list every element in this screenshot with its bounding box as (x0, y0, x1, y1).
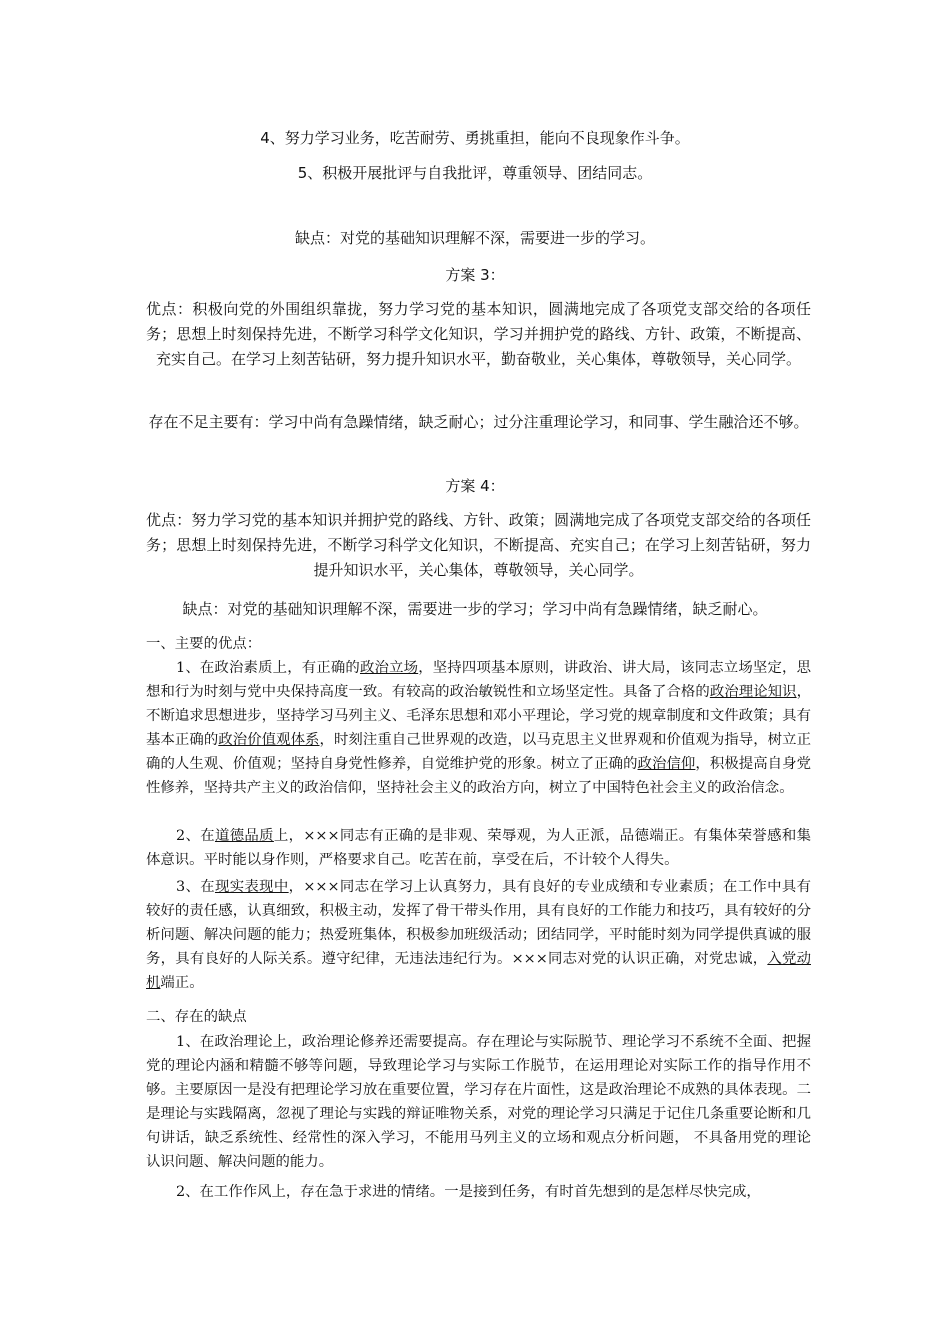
plan-shortcoming: 缺点：对党的基础知识理解不深，需要进一步的学习。 (294, 229, 655, 247)
text-run: 端正。 (160, 975, 204, 991)
underlined-term: 政治价值观体系 (218, 732, 320, 748)
underlined-term: 政治信仰 (637, 756, 696, 772)
plan-item-4: 4、努力学习业务，吃苦耐劳、勇挑重担，能向不良现象作斗争。 (260, 129, 690, 147)
plan3-title: 方案 3： (445, 266, 505, 284)
section2-paragraph-2: 2、在工作作风上，存在急于求进的情绪。一是接到任务，有时首先想到的是怎样尽快完成， (176, 1184, 761, 1200)
plan3-strengths: 优点：积极向党的外围组织靠拢，努力学习党的基本知识，圆满地完成了各项党支部交给的各项任务；思想上时刻保持先进，不断学习科学文化知识，学习并拥护党的路线、方针、政策，不断提高、充实自己。在学习上刻苦钻研，努力提升知识水平，勤奋敬业，关心集体，尊敬领导，关心同学。 (146, 300, 811, 368)
section1-paragraph-3 (146, 875, 811, 995)
section1-heading: 一、主要的优点： (146, 636, 262, 652)
underlined-term: 道德品质 (214, 828, 274, 844)
section2-heading: 二、存在的缺点 (146, 1009, 247, 1025)
plan3-weaknesses: 存在不足主要有：学习中尚有急躁情绪，缺乏耐心；过分注重理论学习，和同事、学生融洽还不够。 (148, 413, 809, 431)
section1-paragraph-2 (146, 824, 811, 872)
plan-item-5: 5、积极开展批评与自我批评，尊重领导、团结同志。 (297, 164, 653, 182)
plan4-strengths: 优点：努力学习党的基本知识并拥护党的路线、方针、政策；圆满地完成了各项党支部交给的各项任务；思想上时刻保持先进，不断学习科学文化知识，不断提高、充实自己；在学习上刻苦钻研，努力提升知识水平，关心集体，尊敬领导，关心同学。 (146, 511, 811, 579)
plan4-title: 方案 4： (445, 477, 505, 495)
text-run: ，×××同志在学习上认真努力，具有良好的专业成绩和专业素质；在工作中具有较好的责任感，认真细致，积极主动，发挥了骨干带头作用，具有良好的工作能力和技巧，具有较好的分析问题、解决问题的能力；热爱班集体，积极参加班级活动；团结同学，平时能时刻为同学提供真诚的服务，具有良好的人际关系。遵守纪律，无违法违纪行为。×××同志对党的认识正确，对党忠诚， (146, 879, 811, 967)
text-run: 上，×××同志有正确的是非观、荣辱观，为人正派，品德端正。有集体荣誉感和集体意识。平时能以身作则，严格要求自己。吃苦在前，享受在后，不计较个人得失。 (146, 828, 811, 868)
text-run: 3、在 (176, 879, 215, 895)
text-run: 1、在政治素质上，有正确的 (176, 660, 360, 676)
section2-paragraph-1: 1、在政治理论上，政治理论修养还需要提高。存在理论与实际脱节、理论学习不系统不全面、把握党的理论内涵和精髓不够等问题，导致理论学习与实际工作脱节，在运用理论对实际工作的指导作用不够。主要原因一是没有把理论学习放在重要位置，学习存在片面性，这是政治理论不成熟的具体表现。二是理论与实践隔离，忽视了理论与实践的辩证唯物关系，对党的理论学习只满足于记住几条重要论断和几句讲话，缺乏系统性、经常性的深入学习，不能用马列主义的立场和观点分析问题， 不具备用党的理论认识问题、解决问题的能力。 (146, 1034, 811, 1170)
underlined-term: 现实表现中 (214, 879, 289, 895)
underlined-term: 入党动机 (146, 951, 811, 991)
underlined-term: 政治立场 (359, 660, 419, 676)
section1-paragraph-1 (146, 656, 811, 800)
underlined-term: 政治理论知识 (709, 684, 797, 700)
text-run: ，不断追求思想进步，坚持学习马列主义、毛泽东思想和邓小平理论，学习党的规章制度和文件政策；具有基本正确的 (146, 684, 811, 748)
text-run: ，时刻注重自己世界观的改造，以马克思主义世界观和价值观为指导，树立正确的人生观、价值观；坚持自身党性修养，自觉维护党的形象。树立了正确的 (146, 732, 811, 772)
text-run: ，积极提高自身党性修养，坚持共产主义的政治信仰，坚持社会主义的政治方向，树立了中国特色社会主义的政治信念。 (146, 756, 811, 796)
text-run: ，坚持四项基本原则，讲政治、讲大局，该同志立场坚定，思想和行为时刻与党中央保持高度一致。有较高的政治敏锐性和立场坚定性。具备了合格的 (146, 660, 811, 700)
plan4-weaknesses: 缺点：对党的基础知识理解不深，需要进一步的学习；学习中尚有急躁情绪，缺乏耐心。 (182, 600, 768, 618)
text-run: 2、在 (176, 828, 215, 844)
